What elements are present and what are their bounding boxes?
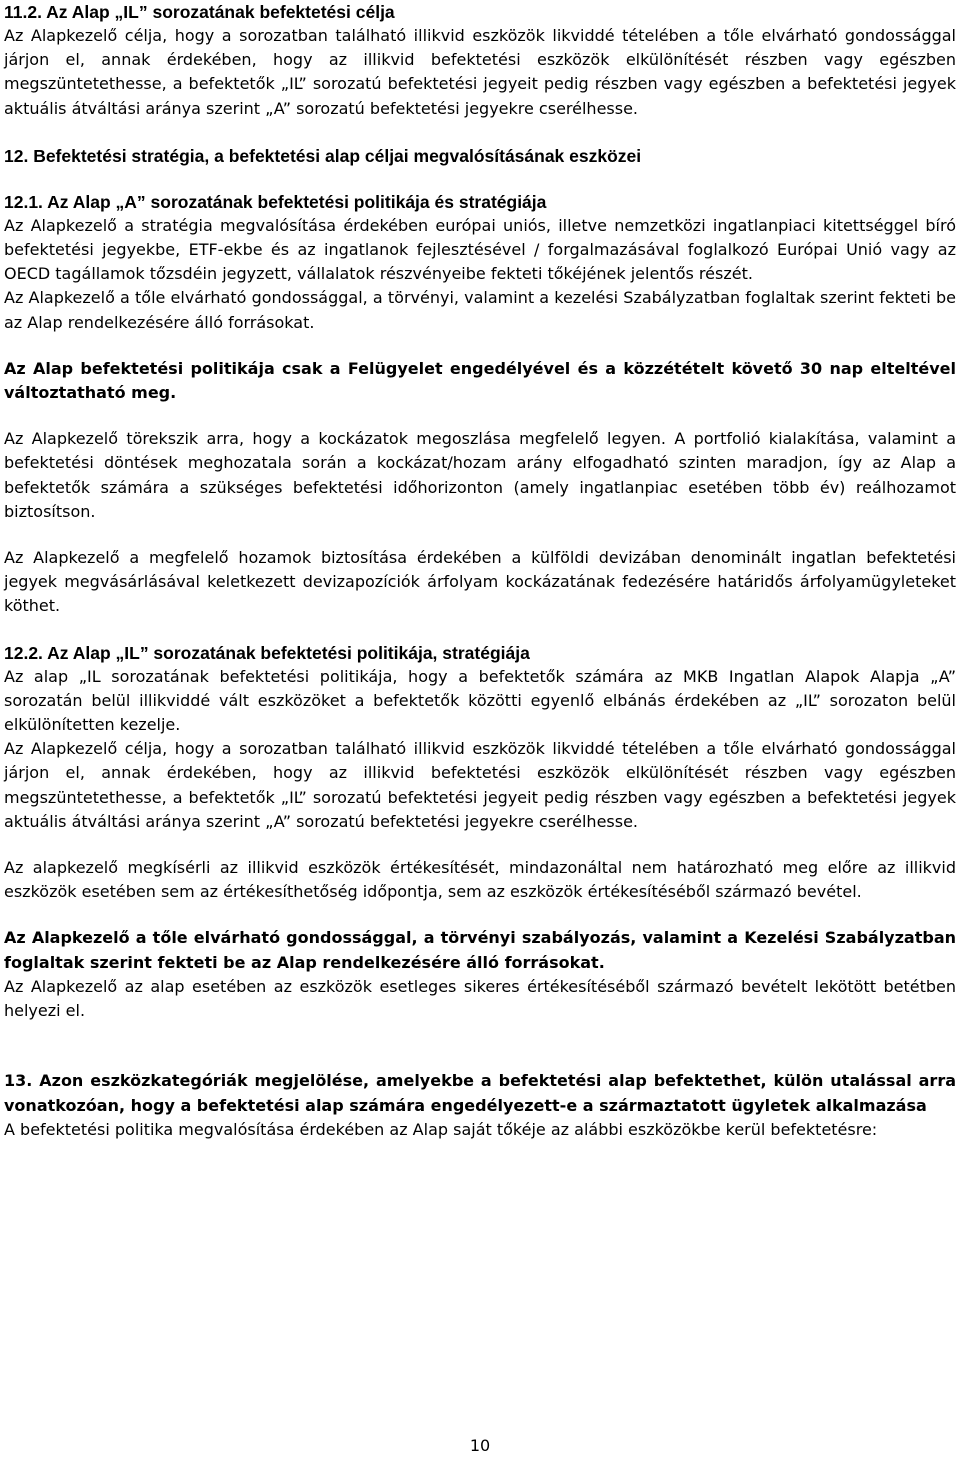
section-13: [4, 1069, 956, 1142]
paragraph: Az alapkezelő megkísérli az illikvid eszközök értékesítését, mindazonáltal nem határozható meg előre az illikvid eszközök esetében sem az értékesíthetőség időpontja, sem az eszközök értékesítéséből származó bevétel.: [4, 858, 956, 902]
bold-paragraph: Az Alapkezelő a tőle elvárható gondossággal, a törvényi szabályozás, valamint a Kezelési Szabályzatban foglaltak szerint fekteti be az Alap rendelkezésére álló forrásokat.: [4, 928, 956, 972]
page-number: 10: [469, 1436, 491, 1455]
paragraph: Az Alapkezelő a megfelelő hozamok biztosítása érdekében a külföldi devizában denominált ingatlan befektetési jegyek megvásárlásával keletkezett devizapozíciók árfolyam kockázatának fedezésére határidős árfolyamügyleteket köthet.: [4, 548, 956, 616]
paragraph: Az Alapkezelő a tőle elvárható gondossággal, a törvényi, valamint a kezelési Szabályzatban foglaltak szerint fekteti be az Alap rendelkezésére álló forrásokat.: [4, 288, 956, 332]
paragraph: Az alap „IL sorozatának befektetési politikája, hogy a befektetők számára az MKB Ingatlan Alapok Alapja „A” sorozatán belül illikviddé vált eszközöket a befektetők közötti egyenlő elbánás érdekében az „IL” sorozaton belül elkülönítetten kezelje.: [4, 666, 956, 735]
section-12: [4, 144, 956, 168]
bold-paragraph: Az Alap befektetési politikája csak a Felügyelet engedélyével és a közzétételt követő 30 nap elteltével változtatható meg.: [4, 358, 956, 403]
paragraph: Az Alapkezelő célja, hogy a sorozatban található illikvid eszközök likviddé tételében a tőle elvárható gondossággal járjon el, annak érdekében, hogy az illikvid befektetési eszközök elkülönítését részben vagy egészben megszüntetethesse, a befektetők „IL” sorozatú befektetési jegyeit pedig részben vagy egészben a befektetési jegyek aktuális átváltási aránya szerint „A” sorozatú befektetési jegyekre cserélhesse.: [4, 739, 956, 831]
section-12-2: [4, 641, 956, 1024]
section-heading-13: 13. Azon eszközkategóriák megjelölése, amelyekbe a befektetési alap befektethet, külön utalással arra vonatkozóan, hogy a befektetési alap számára engedélyezett-e a származtatott ügyletek alkalmazása: [4, 1071, 956, 1115]
paragraph: Az Alapkezelő célja, hogy a sorozatban található illikvid eszközök likviddé tételében a tőle elvárható gondossággal járjon el, annak érdekében, hogy az illikvid befektetési eszközök elkülönítését részben vagy egészben megszüntetethesse, a befektetők „IL” sorozatú befektetési jegyeit pedig részben vagy egészben a befektetési jegyek aktuális átváltási aránya szerint „A” sorozatú befektetési jegyekre cserélhesse.: [4, 26, 956, 118]
section-11-2: [4, 0, 956, 121]
section-heading-12-1: 12.1. Az Alap „A” sorozatának befektetési politikája és stratégiája: [4, 191, 547, 212]
paragraph: Az Alapkezelő törekszik arra, hogy a kockázatok megoszlása megfelelő legyen. A portfolió kialakítása, valamint a befektetési döntések meghozatala során a kockázat/hozam arány elfogadható szinten maradjon, így az Alap a befektetők számára a szükséges befektetési időhorizonton (amely ingatlanpiac esetében több év) reálhozamot biztosítson.: [4, 429, 956, 521]
paragraph: Az Alapkezelő az alap esetében az eszközök esetleges sikeres értékesítéséből származó bevételt lekötött betétben helyezi el.: [4, 976, 956, 1021]
section-heading-12: 12. Befektetési stratégia, a befektetési alap céljai megvalósításának eszközei: [4, 145, 642, 166]
section-heading-12-2: 12.2. Az Alap „IL” sorozatának befektetési politikája, stratégiája: [4, 642, 530, 663]
paragraph: A befektetési politika megvalósítása érdekében az Alap saját tőkéje az alábbi eszközökbe kerül befektetésre:: [4, 1119, 878, 1139]
section-heading-11-2: 11.2. Az Alap „IL” sorozatának befektetési célja: [4, 2, 395, 22]
section-12-1: [4, 190, 956, 619]
paragraph: Az Alapkezelő a stratégia megvalósítása érdekében európai uniós, illetve nemzetközi ingatlanpiaci kitettséggel bíró befektetési jegyekbe, ETF-ekbe és az ingatlanok fejlesztésével / forgalmazásával foglalkozó Európai Unió vagy az OECD tagállamok tőzsdéin jegyzett, vállalatok részvényeibe fekteti tőkéjének jelentős részét.: [4, 215, 956, 284]
document-page: [4, 0, 956, 1142]
